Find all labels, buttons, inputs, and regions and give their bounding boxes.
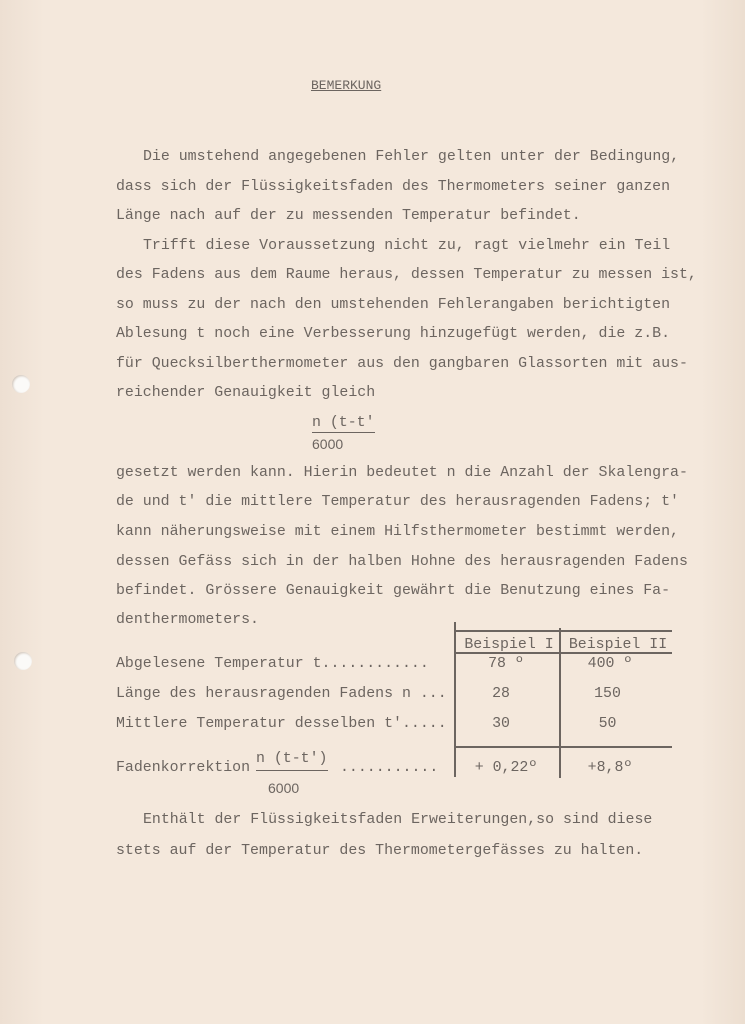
text-line: Trifft diese Voraussetzung nicht zu, ragt vielmehr ein Teil [143, 238, 671, 254]
text-line: denthermometers. [116, 612, 259, 628]
correction-label: Fadenkorrektion [116, 760, 251, 776]
document-title: BEMERKUNG [311, 78, 382, 93]
text-line: reichender Genauigkeit gleich [116, 385, 376, 401]
text-line: dass sich der Flüssigkeitsfaden des Thermometers seiner ganzen [116, 179, 671, 195]
text-line: de und t' die mittlere Temperatur des herausragenden Fadens; t' [116, 494, 679, 510]
text-line: des Fadens aus dem Raume heraus, dessen Temperatur zu messen ist, [116, 267, 697, 283]
formula-denominator: 6000 [312, 436, 344, 452]
text-line: Die umstehend angegebenen Fehler gelten unter der Bedingung, [143, 149, 680, 165]
correction-denominator: 6000 [268, 780, 300, 796]
row-value-2: 400 º [587, 656, 633, 672]
table-rule [559, 628, 561, 778]
row-value-2: 150 [594, 686, 621, 702]
text-line: für Quecksilberthermometer aus den gangbaren Glassorten mit aus- [116, 356, 688, 372]
row-value-2: 50 [598, 716, 617, 732]
correction-dots: ........... [340, 760, 439, 776]
text-line: Enthält der Flüssigkeitsfaden Erweiterungen,so sind diese [143, 812, 653, 828]
row-value-1: 28 [492, 686, 510, 702]
text-line: stets auf der Temperatur des Thermometergefässes zu halten. [116, 843, 644, 859]
row-value-1: 78 º [488, 656, 524, 672]
table-rule [454, 630, 672, 632]
row-label: Mittlere Temperatur desselben t'..... [116, 716, 447, 732]
correction-value-2: +8,8º [587, 760, 633, 776]
row-label: Abgelesene Temperatur t............ [116, 656, 429, 672]
row-label: Länge des herausragenden Fadens n ... [116, 686, 447, 702]
text-line: befindet. Grössere Genauigkeit gewährt die Benutzung eines Fa- [116, 583, 671, 599]
correction-numerator: n (t-t') [256, 750, 328, 771]
text-line: Ablesung t noch eine Verbesserung hinzugefügt werden, die z.B. [116, 326, 671, 342]
punch-hole [12, 375, 30, 393]
table-rule [454, 746, 672, 748]
correction-value-1: + 0,22º [474, 760, 538, 776]
formula-numerator: n (t-t' [312, 415, 375, 431]
text-line: gesetzt werden kann. Hierin bedeutet n die Anzahl der Skalengra- [116, 465, 688, 481]
row-value-1: 30 [492, 716, 510, 732]
text-line: so muss zu der nach den umstehenden Fehlerangaben berichtigten [116, 297, 671, 313]
text-line: dessen Gefäss sich in der halben Hohne des herausragenden Fadens [116, 554, 688, 570]
header-beispiel-1: Beispiel I [464, 637, 554, 653]
text-line: kann näherungsweise mit einem Hilfsthermometer bestimmt werden, [116, 524, 679, 540]
header-beispiel-2: Beispiel II [568, 637, 668, 653]
text-line: Länge nach auf der zu messenden Temperatur befindet. [116, 208, 581, 224]
punch-hole [14, 652, 32, 670]
